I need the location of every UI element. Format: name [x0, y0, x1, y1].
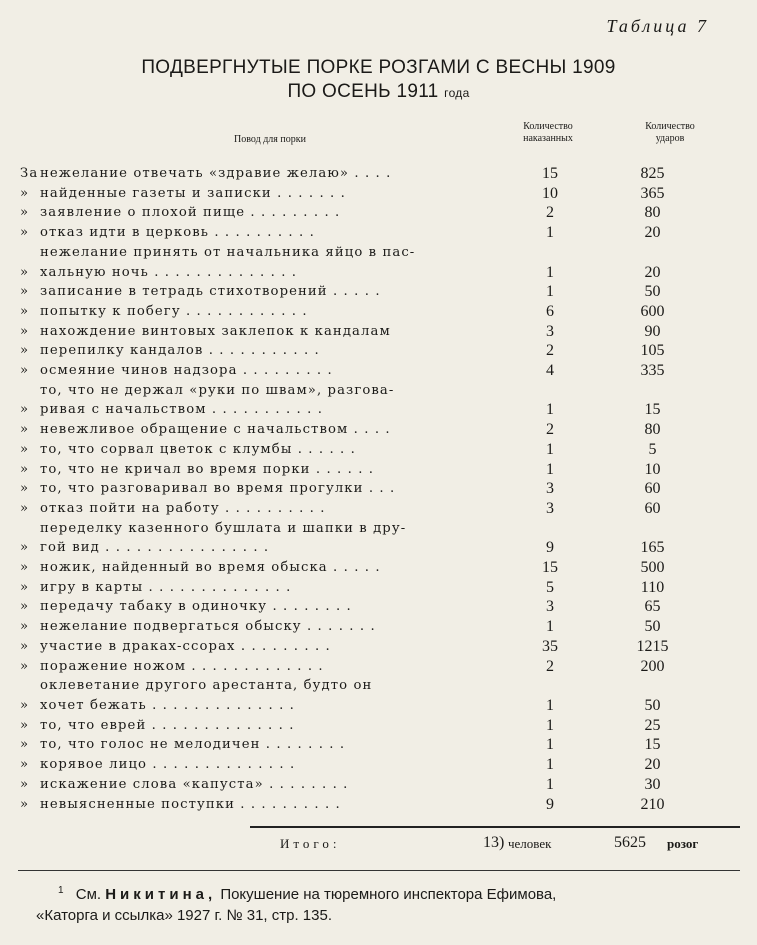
table-row: [20, 184, 740, 204]
row-strokes-count: 825: [640, 165, 665, 182]
row-mark: »: [20, 225, 30, 241]
row-punished-count: 2: [546, 342, 554, 360]
row-strokes-count: 1215: [636, 637, 669, 655]
row-punished-count: 9: [546, 539, 554, 557]
row-strokes-count: 60: [644, 499, 661, 517]
row-punished-count: 6: [546, 302, 554, 320]
row-reason: невежливое обращение с начальством . . . .: [40, 422, 391, 438]
row-reason: то, что не держал «руки по швам», разгова- ривая с начальством . . . . . . . . . . .: [40, 382, 395, 418]
row-punished-count: 35: [542, 637, 558, 655]
row-reason: то, что голос не мелодичен . . . . . . . .: [40, 737, 346, 753]
total-row: [0, 834, 757, 856]
table-row: [20, 381, 740, 420]
row-mark: »: [20, 776, 30, 792]
row-mark: »: [20, 264, 30, 280]
title-line-2-small: года: [444, 86, 470, 100]
row-strokes-count: 5: [648, 440, 657, 458]
row-strokes-count: 105: [640, 342, 665, 360]
row-punished-count: 9: [546, 795, 554, 813]
row-strokes-count: 365: [640, 184, 665, 202]
table-row: [20, 676, 740, 715]
row-mark: »: [20, 343, 30, 359]
row-mark: »: [20, 481, 30, 497]
footnote-marker: 1: [58, 885, 64, 896]
table-row: [20, 617, 740, 637]
table-row: [20, 361, 740, 381]
row-mark: »: [20, 717, 30, 733]
column-header-strokes-line2: ударов: [655, 133, 685, 144]
title-line-2-main: ПО ОСЕНЬ 1911: [287, 81, 439, 102]
row-mark: »: [20, 500, 30, 516]
row-reason: отказ пойти на работу . . . . . . . . . .: [40, 500, 326, 516]
row-reason: заявление о плохой пище . . . . . . . . .: [40, 205, 341, 221]
row-strokes-count: 20: [644, 224, 661, 242]
row-mark: »: [20, 303, 30, 319]
row-punished-count: 1: [546, 696, 554, 714]
row-punished-count: 15: [542, 165, 558, 182]
row-punished-count: 3: [546, 322, 554, 340]
row-strokes-count: 600: [640, 302, 665, 320]
table-row: [20, 597, 740, 617]
table-number-label: Таблица 7: [606, 16, 709, 36]
row-reason: то, что еврей . . . . . . . . . . . . . .: [40, 717, 295, 733]
row-punished-count: 4: [546, 362, 554, 380]
row-mark: »: [20, 323, 30, 339]
row-strokes-count: 90: [644, 322, 661, 340]
row-strokes-count: 80: [644, 421, 661, 439]
row-reason: записание в тетрадь стихотворений . . . . .: [40, 284, 381, 300]
footnote-prefix: См.: [75, 886, 102, 903]
row-mark: »: [20, 185, 30, 201]
row-strokes-count: 50: [644, 283, 661, 301]
row-punished-count: 15: [542, 559, 558, 577]
total-strokes-unit: розог: [667, 836, 699, 851]
row-reason: то, что не кричал во время порки . . . . . .: [40, 461, 375, 477]
title-line-2: [0, 80, 757, 105]
row-punished-count: 1: [546, 716, 554, 734]
row-mark: »: [20, 205, 30, 221]
row-punished-count: 1: [546, 440, 554, 458]
row-punished-count: 3: [546, 499, 554, 517]
row-reason: переделку казенного бушлата и шапки в дру- гой вид . . . . . . . . . . . . . . . .: [40, 520, 407, 556]
row-reason: корявое лицо . . . . . . . . . . . . . .: [40, 757, 296, 773]
row-strokes-count: 80: [644, 204, 661, 222]
table-row: [20, 282, 740, 302]
row-mark: »: [20, 402, 30, 418]
row-strokes-count: 110: [640, 578, 665, 596]
row-strokes-count: 25: [644, 716, 661, 734]
row-strokes-count: 20: [644, 756, 661, 774]
row-mark: »: [20, 284, 30, 300]
column-header-punished-line2: наказанных: [523, 133, 573, 144]
table-row: [20, 302, 740, 322]
row-mark: »: [20, 737, 30, 753]
table-row: [20, 499, 740, 519]
table-row: [20, 223, 740, 243]
row-strokes-count: 30: [644, 775, 661, 793]
row-strokes-count: 500: [640, 559, 665, 577]
total-people-unit: человек: [508, 836, 552, 851]
table-row: [20, 795, 740, 815]
footnote: [18, 880, 742, 926]
column-header-punished: [498, 121, 598, 145]
row-mark: За: [20, 166, 39, 181]
row-punished-count: 1: [546, 756, 554, 774]
row-punished-count: 1: [546, 263, 554, 281]
row-punished-count: 1: [546, 618, 554, 636]
row-punished-count: 1: [546, 775, 554, 793]
row-punished-count: 1: [546, 736, 554, 754]
row-punished-count: 3: [546, 480, 554, 498]
row-strokes-count: 15: [644, 736, 661, 754]
row-mark: »: [20, 638, 30, 654]
table-row: [20, 322, 740, 342]
row-reason: попытку к побегу . . . . . . . . . . . .: [40, 303, 308, 319]
table-row: [20, 341, 740, 361]
row-punished-count: 1: [546, 401, 554, 419]
row-punished-count: 2: [546, 657, 554, 675]
row-reason: невыясненные поступки . . . . . . . . . .: [40, 796, 341, 812]
row-strokes-count: 50: [644, 618, 661, 636]
row-reason: то, что разговаривал во время прогулки . . .: [40, 481, 396, 497]
row-punished-count: 1: [546, 283, 554, 301]
footnote-author: Никитина,: [105, 886, 217, 903]
table-body: [20, 164, 740, 814]
row-reason: ножик, найденный во время обыска . . . . .: [40, 560, 381, 576]
row-punished-count: 2: [546, 204, 554, 222]
row-reason: найденные газеты и записки . . . . . . .: [40, 185, 346, 201]
row-mark: »: [20, 560, 30, 576]
row-reason: перепилку кандалов . . . . . . . . . . .: [40, 343, 320, 359]
table-row: [20, 775, 740, 795]
row-punished-count: 1: [546, 460, 554, 478]
row-strokes-count: 15: [644, 401, 661, 419]
table-row: [20, 479, 740, 499]
total-divider: [250, 826, 740, 828]
total-people-count: 13): [483, 834, 505, 851]
table-row: [20, 243, 740, 282]
row-mark: »: [20, 796, 30, 812]
row-reason: отказ идти в церковь . . . . . . . . . .: [40, 225, 315, 241]
row-reason: передачу табаку в одиночку . . . . . . . .: [40, 599, 352, 615]
row-strokes-count: 65: [644, 598, 661, 616]
row-punished-count: 10: [542, 184, 558, 202]
row-strokes-count: 210: [640, 795, 665, 813]
document-title: [0, 56, 757, 105]
total-strokes-count: 5625: [614, 834, 646, 851]
row-mark: »: [20, 599, 30, 615]
table-row: [20, 460, 740, 480]
row-reason: нежелание принять от начальника яйцо в пас- хальную ночь . . . . . . . . . . . . . .: [40, 244, 416, 280]
table-row: [20, 716, 740, 736]
row-strokes-count: 10: [644, 460, 661, 478]
footnote-text-1: Покушение на тюремного инспектора Ефимова,: [220, 886, 557, 903]
table-row: [20, 637, 740, 657]
column-header-strokes-line1: Количество: [645, 121, 695, 132]
row-reason: осмеяние чинов надзора . . . . . . . . .: [40, 363, 333, 379]
column-header-strokes: [610, 121, 730, 145]
row-punished-count: 1: [546, 224, 554, 242]
row-strokes-count: 165: [640, 539, 665, 557]
row-reason: нежелание отвечать «здравие желаю» . . . .: [40, 166, 392, 181]
column-header-reason: Повод для порки: [234, 134, 306, 145]
row-punished-count: 2: [546, 421, 554, 439]
title-line-1: ПОДВЕРГНУТЫЕ ПОРКЕ РОЗГАМИ С ВЕСНЫ 1909: [141, 57, 616, 78]
row-mark: »: [20, 422, 30, 438]
row-reason: игру в карты . . . . . . . . . . . . . .: [40, 579, 292, 595]
table-row: [20, 519, 740, 558]
row-strokes-count: 20: [644, 263, 661, 281]
row-mark: »: [20, 697, 30, 713]
footnote-text-2: «Каторга и ссылка» 1927 г. № 31, стр. 135.: [36, 907, 332, 924]
total-label: Итого:: [280, 836, 341, 851]
column-header-punished-line1: Количество: [523, 121, 573, 132]
table-row: [20, 440, 740, 460]
table-row: [20, 735, 740, 755]
table-row: [20, 420, 740, 440]
row-mark: »: [20, 363, 30, 379]
row-reason: нежелание подвергаться обыску . . . . . . .: [40, 619, 376, 635]
table-row: [20, 558, 740, 578]
row-mark: »: [20, 757, 30, 773]
table-row: [20, 164, 740, 184]
row-mark: »: [20, 658, 30, 674]
row-punished-count: 5: [546, 578, 554, 596]
row-mark: »: [20, 540, 30, 556]
row-strokes-count: 200: [640, 657, 665, 675]
row-strokes-count: 50: [644, 696, 661, 714]
table-row: [20, 657, 740, 677]
footnote-divider: [18, 870, 740, 871]
row-reason: оклеветание другого арестанта, будто он хочет бежать . . . . . . . . . . . . . .: [40, 678, 373, 713]
table-row: [20, 755, 740, 775]
table-row: [20, 203, 740, 223]
row-reason: поражение ножом . . . . . . . . . . . . .: [40, 658, 324, 674]
row-reason: участие в драках-ссорах . . . . . . . . .: [40, 638, 331, 654]
row-reason: искажение слова «капуста» . . . . . . . .: [40, 776, 349, 792]
row-strokes-count: 60: [644, 480, 661, 498]
footnote-line-1: [18, 880, 742, 905]
row-reason: то, что сорвал цветок с клумбы . . . . . .: [40, 441, 356, 457]
row-mark: »: [20, 579, 30, 595]
row-mark: »: [20, 619, 30, 635]
row-punished-count: 3: [546, 598, 554, 616]
table-row: [20, 578, 740, 598]
row-mark: »: [20, 441, 30, 457]
row-reason: нахождение винтовых заклепок к кандалам: [40, 323, 391, 339]
row-mark: »: [20, 461, 30, 477]
row-strokes-count: 335: [640, 362, 665, 380]
